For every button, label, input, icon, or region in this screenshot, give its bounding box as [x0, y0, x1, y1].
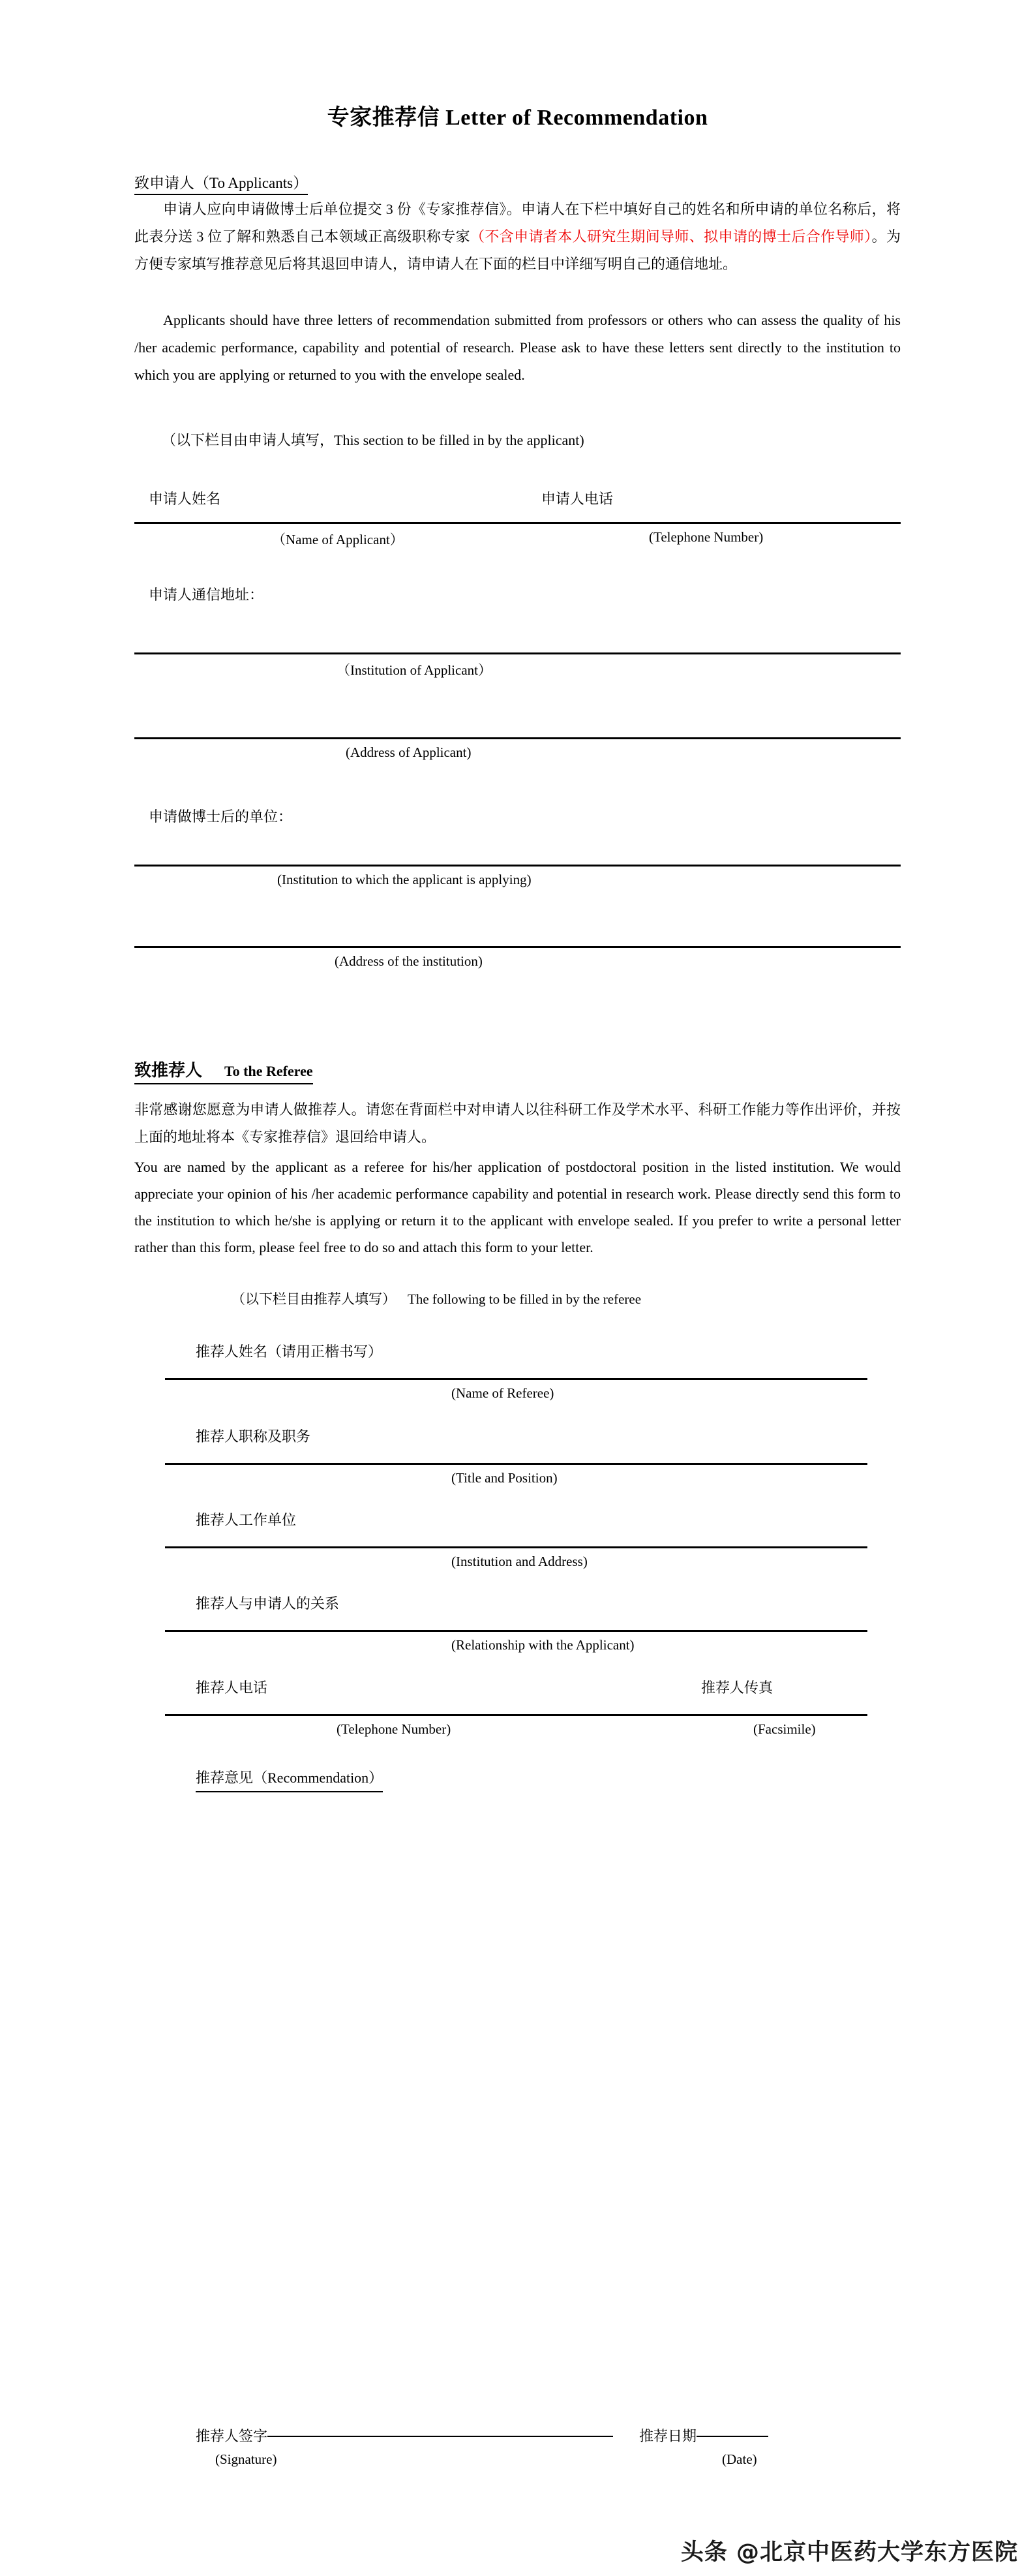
- applicant-paragraph-cn-red: （不含申请者本人研究生期间导师、拟申请的博士后合作导师）: [470, 228, 872, 245]
- to-applicants-heading: [134, 171, 308, 195]
- referee-fax-label: 推荐人传真: [701, 1679, 773, 1696]
- applicant-address-rule[interactable]: [134, 737, 901, 739]
- applicant-telephone-caption: (Telephone Number): [649, 529, 764, 545]
- to-referee-heading-inner: [134, 1057, 313, 1084]
- footer-watermark: 头条 @北京中医药大学东方医院: [680, 2539, 1018, 2566]
- referee-telephone-rule[interactable]: [165, 1714, 867, 1716]
- signature-row: [196, 2425, 768, 2446]
- referee-paragraph-cn: 非常感谢您愿意为申请人做推荐人。请您在背面栏中对申请人以往科研工作及学术水平、科研工作能力等作出评价，并按上面的地址将本《专家推荐信》退回给申请人。: [134, 1101, 901, 1145]
- applicant-paragraph-cn-part2: 。为方便专家填写推荐意见后将其退回申请人，请申请人在下面的栏目中详细写明自己的通信地址。: [134, 228, 901, 272]
- applicant-telephone-label: 申请人电话: [541, 491, 614, 507]
- referee-relationship-rule[interactable]: [165, 1630, 867, 1632]
- signature-label: 推荐人签字: [196, 2428, 268, 2444]
- recommendation-label: [196, 1767, 383, 1792]
- referee-paragraph-en: You are named by the applicant as a referee for his/her application of postdoctoral position in the listed institution. We would appreciate your opinion of his /her academic performance capability and potential in research work. Please directly send this form to the institution to which he/she is applying or return it to the applicant with envelope sealed. If you prefer to write a personal letter rather than this form, please feel free to do so and attach this form to your letter.: [134, 1159, 901, 1255]
- referee-fill-notice: [232, 1289, 641, 1308]
- institution-address-rule[interactable]: [134, 946, 901, 948]
- referee-institution-caption: (Institution and Address): [451, 1554, 588, 1569]
- date-caption: (Date): [722, 2451, 757, 2467]
- referee-name-rule[interactable]: [165, 1378, 867, 1380]
- applicant-mailing-address-label: 申请人通信地址：: [149, 587, 264, 603]
- to-referee-heading-cn: 致推荐人: [134, 1061, 203, 1080]
- referee-relationship-caption: (Relationship with the Applicant): [451, 1637, 635, 1653]
- referee-fill-notice-en: The following to be filled in by the referee: [408, 1291, 642, 1307]
- applicant-name-rule[interactable]: [134, 522, 901, 524]
- referee-title-caption: (Title and Position): [451, 1470, 558, 1486]
- to-referee-heading-en: To the Referee: [224, 1063, 313, 1079]
- applicant-address-caption: (Address of Applicant): [346, 744, 472, 760]
- to-referee-heading: [134, 1057, 313, 1084]
- applicant-paragraph-en: Applicants should have three letters of recommendation submitted from professors or others who can assess the quality of his /her academic performance, capability and potential of research. Please ask to have these letters sent directly to the institution to which you are applying or returned to you with the envelope sealed.: [134, 312, 901, 383]
- applicant-institution-rule[interactable]: [134, 652, 901, 654]
- date-rule[interactable]: [697, 2436, 768, 2437]
- applicant-name-label: 申请人姓名: [149, 491, 221, 507]
- target-institution-caption: (Institution to which the applicant is applying): [277, 872, 532, 887]
- date-label: 推荐日期: [639, 2428, 697, 2444]
- referee-telephone-label: 推荐人电话: [196, 1679, 268, 1696]
- signature-rule[interactable]: [267, 2436, 613, 2437]
- applicant-paragraph-cn-part1: 申请人应向申请做博士后单位提交 3 份《专家推荐信》。申请人在下栏中填好自己的姓名和所申请的单位名称后，将此表分送 3 位了解和熟悉自己本领域正高级职称专家: [134, 201, 901, 245]
- referee-fax-caption: (Facsimile): [753, 1721, 816, 1737]
- to-applicants-heading-text: 致申请人（To Applicants）: [134, 171, 308, 195]
- institution-address-caption: (Address of the institution): [335, 953, 483, 969]
- signature-caption: (Signature): [215, 2451, 277, 2467]
- referee-name-caption: (Name of Referee): [451, 1385, 554, 1401]
- applicant-fill-notice: （以下栏目由申请人填写，This section to be filled in by the applicant): [162, 432, 584, 448]
- referee-relationship-label: 推荐人与申请人的关系: [196, 1595, 340, 1612]
- applicant-name-caption: （Name of Applicant）: [272, 532, 404, 547]
- target-institution-label: 申请做博士后的单位：: [149, 808, 293, 825]
- recommendation-writing-area[interactable]: [165, 1814, 867, 2382]
- referee-name-label: 推荐人姓名（请用正楷书写）: [196, 1343, 383, 1360]
- referee-institution-rule[interactable]: [165, 1546, 867, 1548]
- referee-institution-label: 推荐人工作单位: [196, 1512, 297, 1528]
- referee-title-rule[interactable]: [165, 1463, 867, 1465]
- referee-fill-notice-cn: （以下栏目由推荐人填写）: [232, 1291, 396, 1307]
- recommendation-label-text: 推荐意见（Recommendation）: [196, 1767, 383, 1792]
- target-institution-rule[interactable]: [134, 865, 901, 866]
- referee-telephone-caption: (Telephone Number): [337, 1721, 451, 1737]
- page-title: 专家推荐信 Letter of Recommendation: [327, 106, 708, 130]
- applicant-institution-caption: （Institution of Applicant）: [337, 662, 492, 678]
- referee-title-label: 推荐人职称及职务: [196, 1428, 311, 1445]
- applicant-paragraph-cn: [134, 196, 901, 278]
